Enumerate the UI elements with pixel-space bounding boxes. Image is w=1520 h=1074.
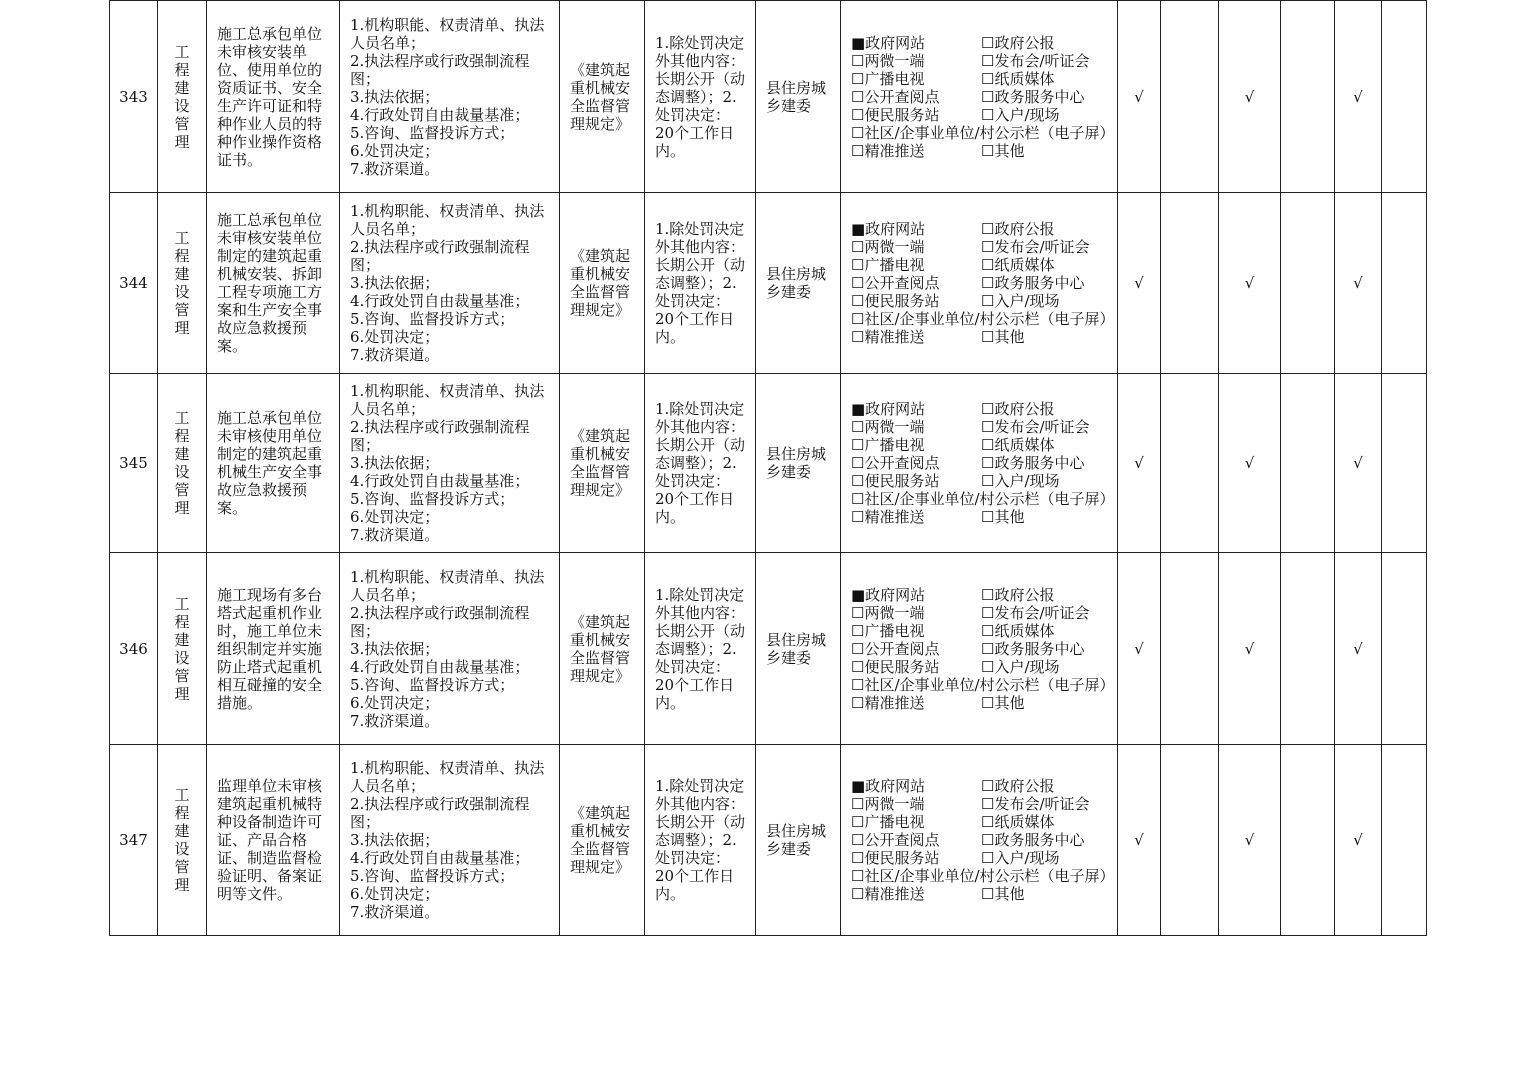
- table-row: [110, 745, 1427, 936]
- open-item: 4.行政处罚自由裁量基准；: [350, 472, 530, 490]
- check-cell-5: √: [1335, 374, 1382, 553]
- time-limit-cell: 1.除处罚决定外其他内容：长期公开（动态调整）；2.处罚决定：20个工作日内。: [645, 553, 756, 745]
- channel-option: ☐纸质媒体: [981, 436, 1055, 454]
- channel-option: ■政府网站: [851, 400, 926, 418]
- channel-option: ☐入户/现场: [981, 292, 1060, 310]
- category-cell: [158, 1, 207, 193]
- channel-option: ☐入户/现场: [981, 472, 1060, 490]
- open-item: 4.行政处罚自由裁量基准；: [350, 657, 530, 676]
- channel-option: ☐广播电视: [851, 436, 925, 454]
- description-cell: 监理单位未审核建筑起重机械特种设备制造许可证、产品合格证、制造监督检验证明、备案证明等文件。: [207, 745, 340, 936]
- check-cell-1: √: [1118, 553, 1161, 745]
- open-items-cell: [340, 745, 560, 936]
- row-number: 346: [110, 553, 158, 745]
- channel-option: ☐广播电视: [851, 813, 925, 831]
- channel-option: ☐两微一端: [851, 418, 925, 436]
- check-cell-3: √: [1219, 553, 1281, 745]
- department-cell: 县住房城乡建委: [756, 1, 841, 193]
- channels-cell: [841, 745, 1118, 936]
- channel-option: ☐公开查阅点: [851, 274, 940, 292]
- channel-option: ☐政务服务中心: [981, 831, 1085, 849]
- channel-option: ☐其他: [981, 508, 1025, 526]
- channel-option: ☐纸质媒体: [981, 621, 1055, 640]
- channel-option: ☐精准推送: [851, 885, 925, 903]
- channel-option: ☐政务服务中心: [981, 87, 1085, 106]
- channels-grid: [851, 400, 1113, 526]
- open-item: 6.处罚决定；: [350, 141, 440, 160]
- basis-cell: 《建筑起重机械安全监督管理规定》: [560, 553, 645, 745]
- check-cell-1: √: [1118, 1, 1161, 193]
- category-text: 工程建设管理: [174, 786, 190, 894]
- channels-grid: [851, 34, 1113, 160]
- open-item: 4.行政处罚自由裁量基准；: [350, 105, 530, 124]
- open-item: 7.救济渠道。: [350, 346, 440, 364]
- open-item: 2.执法程序或行政强制流程图；: [350, 238, 530, 274]
- category-text: 工程建设管理: [174, 42, 190, 151]
- channel-option: ☐两微一端: [851, 603, 925, 622]
- row-number: 343: [110, 1, 158, 193]
- check-cell-5: √: [1335, 553, 1382, 745]
- channel-option: ☐精准推送: [851, 141, 925, 160]
- time-limit-cell: 1.除处罚决定外其他内容：长期公开（动态调整）；2.处罚决定：20个工作日内。: [645, 374, 756, 553]
- table-row: [110, 374, 1427, 553]
- channel-option: ☐其他: [981, 141, 1025, 160]
- check-cell-1: √: [1118, 193, 1161, 374]
- check-cell-6: [1382, 745, 1427, 936]
- check-cell-3: √: [1219, 374, 1281, 553]
- open-items-cell: [340, 553, 560, 745]
- open-item: 7.救济渠道。: [350, 159, 440, 178]
- channel-option: ☐发布会/听证会: [981, 51, 1090, 70]
- open-item: 6.处罚决定；: [350, 693, 440, 712]
- open-item: 3.执法依据；: [350, 454, 440, 472]
- channel-option: ☐便民服务站: [851, 849, 940, 867]
- check-cell-2: [1161, 745, 1219, 936]
- open-item: 2.执法程序或行政强制流程图；: [350, 603, 530, 640]
- open-item: 2.执法程序或行政强制流程图；: [350, 51, 530, 88]
- channel-option: ☐广播电视: [851, 69, 925, 88]
- channel-option: ☐公开查阅点: [851, 454, 940, 472]
- open-item: 3.执法依据；: [350, 274, 440, 292]
- channel-option: ☐政府公报: [981, 400, 1055, 418]
- check-cell-6: [1382, 1, 1427, 193]
- channel-option: ☐政府公报: [981, 777, 1055, 795]
- open-item: 1.机构职能、权责清单、执法人员名单；: [350, 15, 545, 52]
- channel-option: ☐纸质媒体: [981, 69, 1055, 88]
- category-cell: [158, 745, 207, 936]
- basis-cell: 《建筑起重机械安全监督管理规定》: [560, 193, 645, 374]
- channel-option: ☐纸质媒体: [981, 813, 1055, 831]
- channel-option: ☐精准推送: [851, 508, 925, 526]
- channel-option: ■政府网站: [851, 33, 926, 52]
- channel-option: ☐政府公报: [981, 585, 1055, 604]
- open-item: 3.执法依据；: [350, 831, 440, 849]
- open-item: 1.机构职能、权责清单、执法人员名单；: [350, 567, 545, 604]
- category-cell: [158, 553, 207, 745]
- channel-option: ☐政府公报: [981, 33, 1055, 52]
- open-item: 2.执法程序或行政强制流程图；: [350, 795, 530, 831]
- channel-option: ☐两微一端: [851, 238, 925, 256]
- channels-grid: [851, 586, 1113, 712]
- channels-grid: [851, 777, 1113, 903]
- open-item: 1.机构职能、权责清单、执法人员名单；: [350, 759, 545, 795]
- open-item: 6.处罚决定；: [350, 885, 440, 903]
- channel-option: ☐入户/现场: [981, 657, 1060, 676]
- channel-option: ☐入户/现场: [981, 849, 1060, 867]
- channel-option: ☐社区/企事业单位/村公示栏（电子屏）: [851, 867, 1115, 885]
- description-cell: 施工总承包单位未审核安装单位、使用单位的资质证书、安全生产许可证和特种作业人员的特种作业操作资格证书。: [207, 1, 340, 193]
- check-cell-6: [1382, 553, 1427, 745]
- open-item: 7.救济渠道。: [350, 526, 440, 544]
- open-item: 5.咨询、监督投诉方式；: [350, 490, 515, 508]
- channel-option: ☐入户/现场: [981, 105, 1060, 124]
- check-cell-1: √: [1118, 745, 1161, 936]
- row-number: 347: [110, 745, 158, 936]
- check-cell-2: [1161, 553, 1219, 745]
- open-item: 1.机构职能、权责清单、执法人员名单；: [350, 382, 545, 418]
- channel-option: ☐精准推送: [851, 328, 925, 346]
- channel-option: ☐便民服务站: [851, 472, 940, 490]
- description-cell: 施工现场有多台塔式起重机作业时，施工单位未组织制定并实施防止塔式起重机相互碰撞的安全措施。: [207, 553, 340, 745]
- channel-option: ☐发布会/听证会: [981, 795, 1090, 813]
- check-cell-2: [1161, 193, 1219, 374]
- open-items-cell: [340, 374, 560, 553]
- table-row: [110, 553, 1427, 745]
- channel-option: ☐社区/企事业单位/村公示栏（电子屏）: [851, 310, 1115, 328]
- channel-option: ☐两微一端: [851, 795, 925, 813]
- disclosure-table: [109, 0, 1427, 936]
- channels-cell: [841, 193, 1118, 374]
- channel-option: ☐社区/企事业单位/村公示栏（电子屏）: [851, 490, 1115, 508]
- channel-option: ☐其他: [981, 885, 1025, 903]
- category-text: 工程建设管理: [174, 229, 190, 337]
- check-cell-5: √: [1335, 1, 1382, 193]
- open-item: 1.机构职能、权责清单、执法人员名单；: [350, 202, 545, 238]
- channel-option: ☐政府公报: [981, 220, 1055, 238]
- check-cell-4: [1281, 374, 1335, 553]
- open-item: 4.行政处罚自由裁量基准；: [350, 849, 530, 867]
- channels-grid: [851, 220, 1113, 346]
- time-limit-cell: 1.除处罚决定外其他内容：长期公开（动态调整）；2.处罚决定：20个工作日内。: [645, 193, 756, 374]
- channel-option: ☐其他: [981, 693, 1025, 712]
- open-items-cell: [340, 1, 560, 193]
- open-item: 7.救济渠道。: [350, 711, 440, 730]
- channel-option: ☐便民服务站: [851, 292, 940, 310]
- open-item: 4.行政处罚自由裁量基准；: [350, 292, 530, 310]
- category-text: 工程建设管理: [174, 594, 190, 703]
- channel-option: ☐公开查阅点: [851, 639, 940, 658]
- description-cell: 施工总承包单位未审核安装单位制定的建筑起重机械安装、拆卸工程专项施工方案和生产安全事故应急救援预案。: [207, 193, 340, 374]
- channel-option: ☐公开查阅点: [851, 87, 940, 106]
- open-item: 5.咨询、监督投诉方式；: [350, 867, 515, 885]
- department-cell: 县住房城乡建委: [756, 553, 841, 745]
- channel-option: ☐便民服务站: [851, 657, 940, 676]
- channels-cell: [841, 374, 1118, 553]
- time-limit-cell: 1.除处罚决定外其他内容：长期公开（动态调整）；2.处罚决定：20个工作日内。: [645, 1, 756, 193]
- category-cell: [158, 193, 207, 374]
- open-item: 3.执法依据；: [350, 87, 440, 106]
- check-cell-2: [1161, 1, 1219, 193]
- check-cell-4: [1281, 553, 1335, 745]
- check-cell-1: √: [1118, 374, 1161, 553]
- basis-cell: 《建筑起重机械安全监督管理规定》: [560, 1, 645, 193]
- open-item: 5.咨询、监督投诉方式；: [350, 123, 515, 142]
- table-row: [110, 1, 1427, 193]
- open-item: 5.咨询、监督投诉方式；: [350, 675, 515, 694]
- category-text: 工程建设管理: [174, 409, 190, 517]
- channel-option: ☐政务服务中心: [981, 639, 1085, 658]
- channel-option: ☐其他: [981, 328, 1025, 346]
- check-cell-4: [1281, 193, 1335, 374]
- row-number: 345: [110, 374, 158, 553]
- channel-option: ☐便民服务站: [851, 105, 940, 124]
- table-row: [110, 193, 1427, 374]
- channel-option: ☐政务服务中心: [981, 274, 1085, 292]
- channels-cell: [841, 1, 1118, 193]
- open-item: 2.执法程序或行政强制流程图；: [350, 418, 530, 454]
- check-cell-5: √: [1335, 745, 1382, 936]
- check-cell-6: [1382, 374, 1427, 553]
- open-item: 6.处罚决定；: [350, 328, 440, 346]
- check-cell-3: √: [1219, 193, 1281, 374]
- department-cell: 县住房城乡建委: [756, 374, 841, 553]
- channel-option: ■政府网站: [851, 585, 926, 604]
- channel-option: ☐纸质媒体: [981, 256, 1055, 274]
- department-cell: 县住房城乡建委: [756, 745, 841, 936]
- basis-cell: 《建筑起重机械安全监督管理规定》: [560, 745, 645, 936]
- channel-option: ☐政务服务中心: [981, 454, 1085, 472]
- department-cell: 县住房城乡建委: [756, 193, 841, 374]
- row-number: 344: [110, 193, 158, 374]
- time-limit-cell: 1.除处罚决定外其他内容：长期公开（动态调整）；2.处罚决定：20个工作日内。: [645, 745, 756, 936]
- open-item: 7.救济渠道。: [350, 903, 440, 921]
- open-items-cell: [340, 193, 560, 374]
- open-item: 6.处罚决定；: [350, 508, 440, 526]
- basis-cell: 《建筑起重机械安全监督管理规定》: [560, 374, 645, 553]
- channel-option: ☐广播电视: [851, 621, 925, 640]
- open-item: 5.咨询、监督投诉方式；: [350, 310, 515, 328]
- channel-option: ☐两微一端: [851, 51, 925, 70]
- channel-option: ☐发布会/听证会: [981, 603, 1090, 622]
- category-cell: [158, 374, 207, 553]
- channel-option: ☐社区/企事业单位/村公示栏（电子屏）: [851, 675, 1115, 694]
- check-cell-4: [1281, 1, 1335, 193]
- open-item: 3.执法依据；: [350, 639, 440, 658]
- check-cell-2: [1161, 374, 1219, 553]
- channel-option: ☐发布会/听证会: [981, 418, 1090, 436]
- channel-option: ☐公开查阅点: [851, 831, 940, 849]
- channel-option: ☐社区/企事业单位/村公示栏（电子屏）: [851, 123, 1115, 142]
- check-cell-3: √: [1219, 1, 1281, 193]
- description-cell: 施工总承包单位未审核使用单位制定的建筑起重机械生产安全事故应急救援预案。: [207, 374, 340, 553]
- channel-option: ☐发布会/听证会: [981, 238, 1090, 256]
- check-cell-5: √: [1335, 193, 1382, 374]
- check-cell-3: √: [1219, 745, 1281, 936]
- check-cell-6: [1382, 193, 1427, 374]
- channels-cell: [841, 553, 1118, 745]
- channel-option: ■政府网站: [851, 777, 926, 795]
- check-cell-4: [1281, 745, 1335, 936]
- channel-option: ■政府网站: [851, 220, 926, 238]
- channel-option: ☐广播电视: [851, 256, 925, 274]
- channel-option: ☐精准推送: [851, 693, 925, 712]
